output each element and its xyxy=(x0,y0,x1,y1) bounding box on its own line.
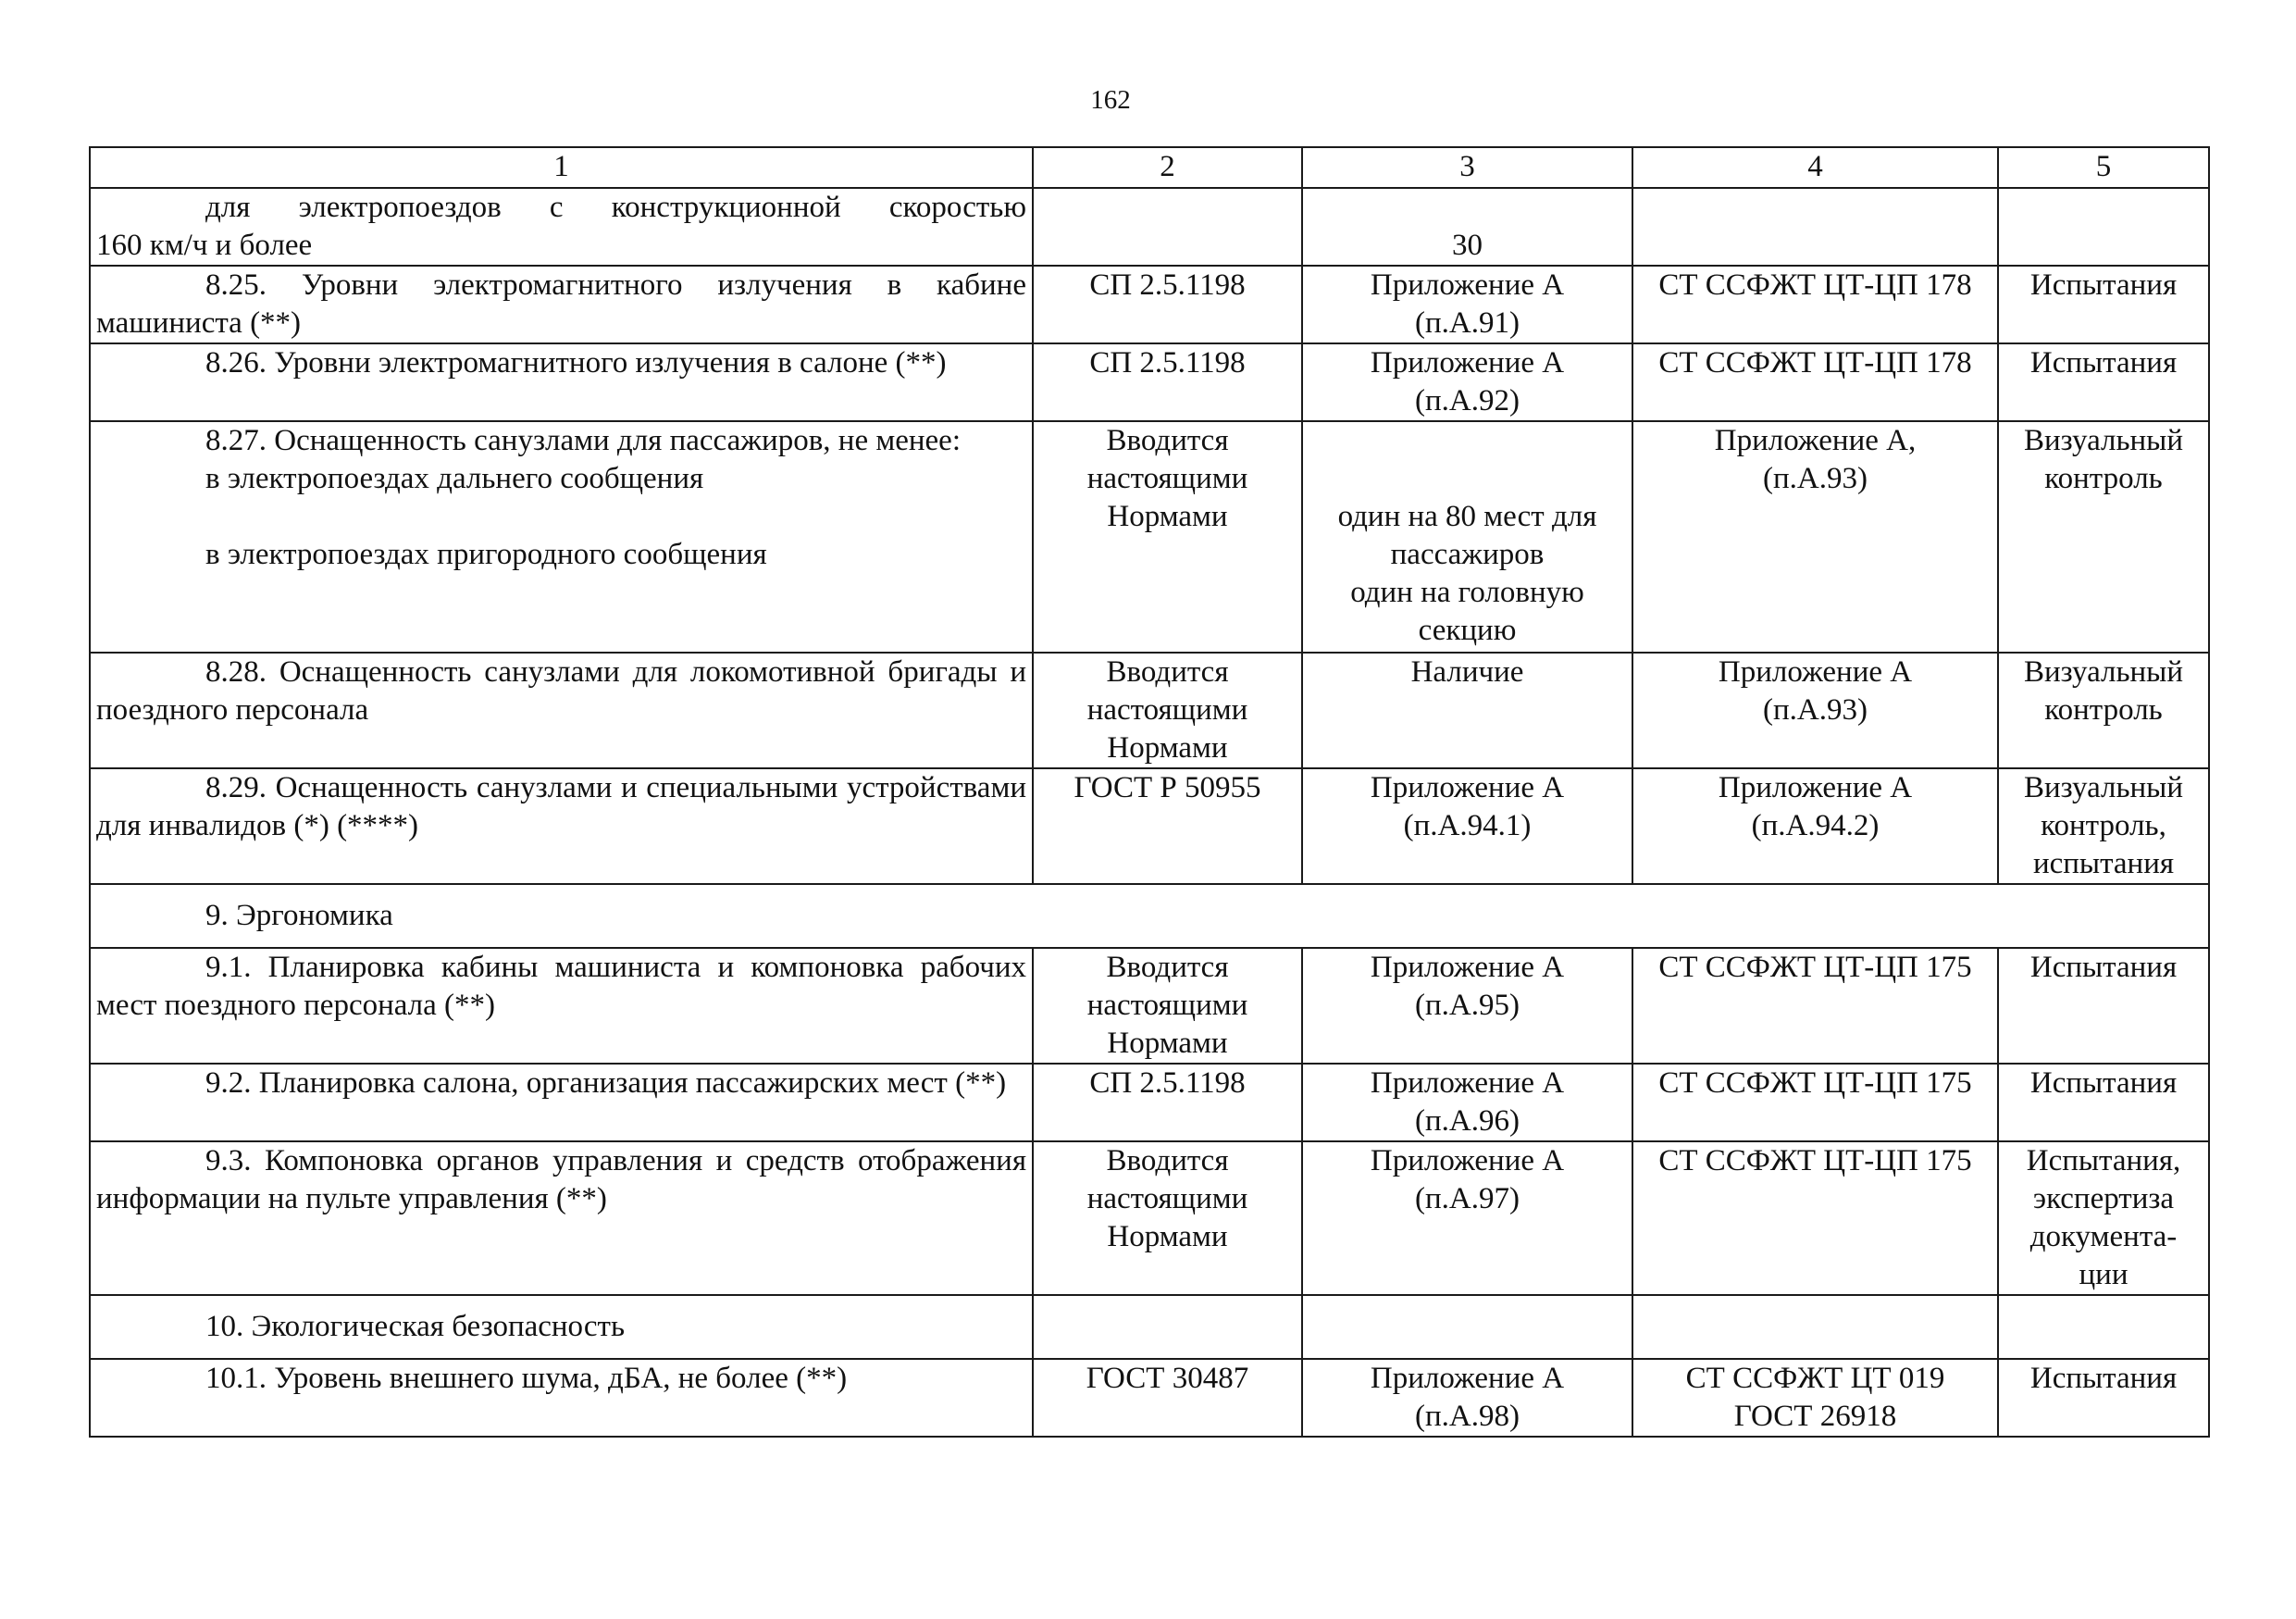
table-row xyxy=(90,188,2209,266)
table-row xyxy=(90,1359,2209,1437)
control-text: экспертиза xyxy=(2032,1182,2175,1215)
cell-method-doc: СТ ССФЖТ ЦТ-ЦП 175 xyxy=(1632,948,1998,1064)
cell-control: Испытания xyxy=(1998,948,2209,1064)
table-header-row xyxy=(90,147,2209,188)
row-description: 8.25. Уровни электромагнитного излучения в кабине машиниста (**) xyxy=(90,266,1033,343)
standard-text: Вводится xyxy=(1106,655,1229,689)
section-title-ergonomics: 9. Эргономика xyxy=(90,884,2209,948)
row-text-line: в электропоездах пригородного сообщения xyxy=(205,538,767,571)
cell-method-doc xyxy=(1632,421,1998,653)
standard-text: настоящими xyxy=(1086,462,1248,495)
value-text: Приложение А xyxy=(1370,771,1565,804)
control-text: Испытания, xyxy=(2026,1144,2181,1177)
cell-control: Испытания xyxy=(1998,266,2209,343)
control-text: контроль xyxy=(2044,693,2163,727)
header-col-5: 5 xyxy=(1998,147,2209,188)
cell-control xyxy=(1998,421,2209,653)
cell-standard: СП 2.5.1198 xyxy=(1033,266,1302,343)
row-description: 8.28. Оснащенность санузлами для локомотивной бригады и поездного персонала xyxy=(90,653,1033,768)
cell-empty xyxy=(1998,188,2209,266)
value-text: (п.А.94.1) xyxy=(1403,809,1532,842)
cell-empty xyxy=(1632,188,1998,266)
control-text: контроль xyxy=(2044,462,2163,495)
table-row xyxy=(90,768,2209,884)
cell-value xyxy=(1302,1064,1632,1141)
row-text-line: 160 км/ч и более xyxy=(96,229,313,262)
cell-control xyxy=(1998,768,2209,884)
section-row xyxy=(90,884,2209,948)
value-text: Приложение А xyxy=(1370,1066,1565,1100)
cell-value xyxy=(1302,266,1632,343)
value-text: (п.А.97) xyxy=(1415,1182,1520,1215)
cell-standard xyxy=(1033,421,1302,653)
standard-text: Вводится xyxy=(1106,951,1229,984)
standard-text: Нормами xyxy=(1107,1220,1228,1253)
control-text: Визуальный xyxy=(2023,771,2184,804)
row-description: 9.2. Планировка салона, организация пассажирских мест (**) xyxy=(90,1064,1033,1141)
cell-value xyxy=(1302,343,1632,421)
method-text: Приложение А xyxy=(1718,655,1913,689)
standard-text: Нормами xyxy=(1107,500,1228,533)
table-row xyxy=(90,421,2209,653)
value-text: (п.А.92) xyxy=(1415,384,1520,417)
method-text: ГОСТ 26918 xyxy=(1733,1400,1897,1433)
cell-empty xyxy=(1033,188,1302,266)
standard-text: Нормами xyxy=(1107,731,1228,765)
section-title-ecology: 10. Экологическая безопасность xyxy=(90,1295,1033,1359)
cell-value: Наличие xyxy=(1302,653,1632,768)
cell-method-doc: СТ ССФЖТ ЦТ-ЦП 175 xyxy=(1632,1064,1998,1141)
control-text: документа- xyxy=(2029,1220,2178,1253)
cell-control: Испытания xyxy=(1998,1064,2209,1141)
method-text: СТ ССФЖТ ЦТ 019 xyxy=(1685,1362,1945,1395)
cell-control xyxy=(1998,653,2209,768)
method-text: (п.А.94.2) xyxy=(1751,809,1880,842)
section-row xyxy=(90,1295,2209,1359)
cell-empty xyxy=(1998,1295,2209,1359)
cell-method-doc: СТ ССФЖТ ЦТ-ЦП 175 xyxy=(1632,1141,1998,1295)
value-text: (п.А.91) xyxy=(1415,306,1520,340)
standard-text: настоящими xyxy=(1086,989,1248,1022)
control-text: ции xyxy=(2079,1258,2128,1291)
control-text: контроль, xyxy=(2041,809,2166,842)
cell-standard: СП 2.5.1198 xyxy=(1033,1064,1302,1141)
cell-standard xyxy=(1033,948,1302,1064)
header-col-3: 3 xyxy=(1302,147,1632,188)
standard-text: настоящими xyxy=(1086,693,1248,727)
value-text: (п.А.98) xyxy=(1415,1400,1520,1433)
row-text-line: в электропоездах дальнего сообщения xyxy=(205,462,704,495)
table-row xyxy=(90,266,2209,343)
method-text: Приложение А xyxy=(1718,771,1913,804)
header-col-2: 2 xyxy=(1033,147,1302,188)
cell-value xyxy=(1302,948,1632,1064)
cell-method-doc xyxy=(1632,1359,1998,1437)
value-text: 30 xyxy=(1452,229,1483,262)
control-text: Визуальный xyxy=(2023,424,2184,457)
cell-method-doc xyxy=(1632,653,1998,768)
cell-standard xyxy=(1033,1141,1302,1295)
cell-value xyxy=(1302,421,1632,653)
cell-method-doc: СТ ССФЖТ ЦТ-ЦП 178 xyxy=(1632,343,1998,421)
value-text: пассажиров xyxy=(1390,538,1545,571)
cell-empty xyxy=(1302,1295,1632,1359)
cell-empty xyxy=(1033,1295,1302,1359)
cell-control: Испытания xyxy=(1998,343,2209,421)
cell-value xyxy=(1302,1141,1632,1295)
row-description: 8.29. Оснащенность санузлами и специальными устройствами для инвалидов (*) (****) xyxy=(90,768,1033,884)
value-text: секцию xyxy=(1418,614,1517,647)
cell-control: Испытания xyxy=(1998,1359,2209,1437)
standard-text: Нормами xyxy=(1107,1027,1228,1060)
value-text: один на головную xyxy=(1350,576,1584,609)
row-description: 9.1. Планировка кабины машиниста и компоновка рабочих мест поездного персонала (**) xyxy=(90,948,1033,1064)
value-text: (п.А.96) xyxy=(1415,1104,1520,1138)
cell-method-doc xyxy=(1632,768,1998,884)
standard-text: настоящими xyxy=(1086,1182,1248,1215)
method-text: (п.А.93) xyxy=(1763,693,1868,727)
standard-text: Вводится xyxy=(1106,424,1229,457)
table-row xyxy=(90,1141,2209,1295)
standard-text: Вводится xyxy=(1106,1144,1229,1177)
value-text: один на 80 мест для xyxy=(1337,500,1597,533)
value-text: Приложение А xyxy=(1370,1144,1565,1177)
table-row xyxy=(90,948,2209,1064)
row-description xyxy=(90,421,1033,653)
table-row xyxy=(90,343,2209,421)
row-description: 8.26. Уровни электромагнитного излучения в салоне (**) xyxy=(90,343,1033,421)
cell-standard: ГОСТ 30487 xyxy=(1033,1359,1302,1437)
cell-value xyxy=(1302,768,1632,884)
cell-standard xyxy=(1033,653,1302,768)
value-text: Приложение А xyxy=(1370,951,1565,984)
control-text: Визуальный xyxy=(2023,655,2184,689)
page-number: 162 xyxy=(1090,85,1131,115)
row-text-line: для электропоездов с конструкционной скоростью xyxy=(205,191,1026,224)
value-text: (п.А.95) xyxy=(1415,989,1520,1022)
row-description: 9.3. Компоновка органов управления и средств отображения информации на пульте управления (**) xyxy=(90,1141,1033,1295)
cell-value xyxy=(1302,188,1632,266)
cell-method-doc: СТ ССФЖТ ЦТ-ЦП 178 xyxy=(1632,266,1998,343)
row-description xyxy=(90,188,1033,266)
method-text: (п.А.93) xyxy=(1763,462,1868,495)
cell-control xyxy=(1998,1141,2209,1295)
header-col-1: 1 xyxy=(90,147,1033,188)
value-text: Приложение А xyxy=(1370,1362,1565,1395)
cell-empty xyxy=(1632,1295,1998,1359)
method-text: Приложение А, xyxy=(1714,424,1917,457)
row-description: 10.1. Уровень внешнего шума, дБА, не более (**) xyxy=(90,1359,1033,1437)
cell-standard: СП 2.5.1198 xyxy=(1033,343,1302,421)
table-row xyxy=(90,653,2209,768)
cell-value xyxy=(1302,1359,1632,1437)
value-text: Приложение А xyxy=(1370,346,1565,380)
control-text: испытания xyxy=(2032,847,2175,880)
row-text-line: 8.27. Оснащенность санузлами для пассажиров, не менее: xyxy=(205,424,961,457)
cell-standard: ГОСТ Р 50955 xyxy=(1033,768,1302,884)
value-text: Приложение А xyxy=(1370,268,1565,302)
header-col-4: 4 xyxy=(1632,147,1998,188)
requirements-table xyxy=(89,146,2210,1438)
table-row xyxy=(90,1064,2209,1141)
